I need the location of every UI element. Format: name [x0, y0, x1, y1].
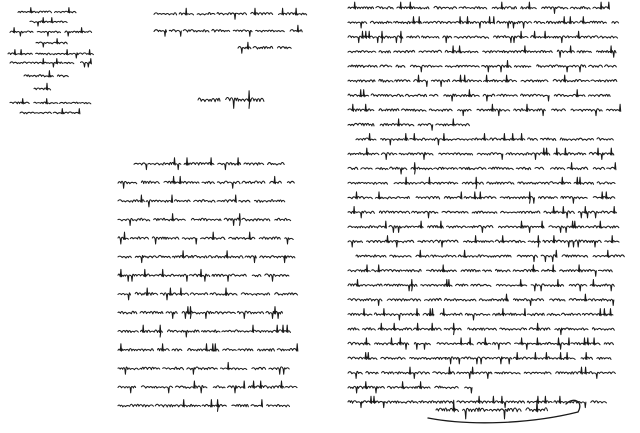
addressee-block	[154, 8, 307, 53]
body-right-line-11	[348, 148, 614, 159]
body-right-line-12	[348, 163, 616, 174]
body-right-line-1	[348, 2, 609, 13]
body-right-line-3	[348, 31, 618, 42]
addressee-line-3	[238, 42, 291, 53]
letter-heading	[198, 91, 264, 109]
body-right-line-24	[348, 338, 613, 349]
body-right-line-14	[348, 192, 615, 203]
sender-line-3	[10, 28, 92, 36]
sender-line-7	[24, 71, 68, 77]
body-left-line-4	[118, 214, 291, 226]
date-line-1	[34, 83, 51, 90]
body-left-line-14	[118, 400, 290, 412]
body-right-line-21	[348, 294, 614, 305]
body-left-line-1	[134, 158, 284, 170]
body-right-line-5	[348, 61, 616, 72]
signature	[428, 400, 580, 423]
body-left-line-11	[118, 344, 298, 351]
body-right-line-2	[348, 17, 619, 28]
body-left-line-3	[118, 195, 285, 207]
body-right-line-23	[348, 323, 614, 334]
body-left-line-6	[118, 251, 295, 263]
body-left-line-8	[118, 288, 298, 300]
body-right-line-22	[348, 309, 613, 320]
body-right-line-25	[348, 353, 611, 364]
body-right-line-9	[348, 119, 469, 130]
body-right-line-16	[348, 221, 619, 232]
body-right-line-8	[348, 104, 621, 115]
body-right-column	[348, 2, 624, 408]
body-right-line-15	[348, 207, 617, 218]
sender-block	[8, 8, 93, 77]
sender-line-2	[30, 18, 67, 26]
body-right-line-19	[348, 265, 612, 276]
body-right-line-13	[348, 177, 615, 188]
body-right-line-17	[348, 236, 619, 247]
addressee-line-2	[154, 25, 302, 36]
body-right-line-4	[348, 46, 616, 57]
body-left-line-2	[118, 176, 294, 188]
body-left-line-10	[118, 325, 290, 337]
date-line-3	[20, 109, 80, 114]
heading-stroke-1	[198, 91, 264, 109]
body-right-line-6	[348, 75, 617, 86]
body-left-line-12	[118, 362, 289, 374]
body-right-line-26	[348, 367, 615, 378]
body-left-column	[118, 158, 298, 412]
sender-line-1	[18, 8, 76, 13]
body-left-line-7	[118, 269, 289, 281]
date-line-2	[10, 99, 91, 104]
body-left-line-5	[118, 232, 293, 244]
body-right-line-18	[356, 250, 624, 261]
sender-line-4	[36, 39, 67, 47]
sender-line-5	[8, 50, 93, 58]
body-right-line-27	[348, 382, 472, 393]
addressee-line-1	[154, 8, 307, 19]
sender-line-6	[10, 59, 91, 67]
body-right-line-10	[356, 134, 613, 145]
body-right-line-7	[348, 90, 610, 101]
body-left-line-13	[118, 381, 297, 393]
body-left-line-9	[118, 307, 283, 319]
body-right-line-20	[348, 280, 614, 291]
date-block	[10, 83, 91, 114]
